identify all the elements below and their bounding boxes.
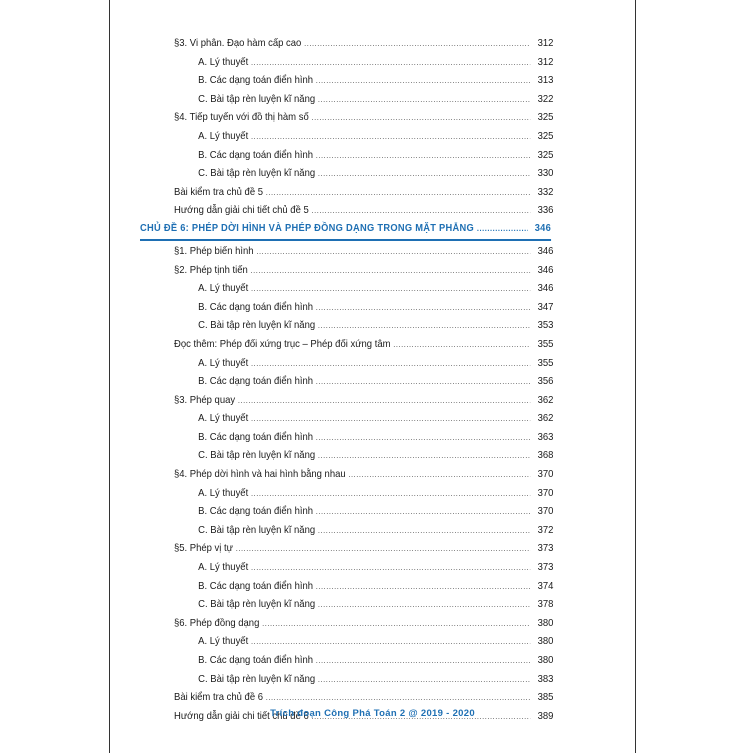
toc-entry-title: Đọc thêm: Phép đối xứng trục – Phép đối xứng tâm bbox=[174, 338, 391, 350]
toc-entry-title: C. Bài tập rèn luyện kĩ năng bbox=[198, 524, 316, 536]
toc-entry-title: §3. Phép quay bbox=[174, 394, 236, 406]
toc-entry bbox=[174, 128, 553, 147]
toc-entry bbox=[174, 280, 553, 299]
toc-entry-page-number: 378 bbox=[537, 599, 554, 611]
toc-entry bbox=[174, 317, 553, 336]
dot-leader bbox=[316, 299, 530, 318]
toc-entry-title: B. Các dạng toán điển hình bbox=[198, 655, 314, 666]
dot-leader bbox=[266, 184, 530, 203]
toc-entry-title: B. Các dạng toán điển hình bbox=[198, 580, 314, 592]
toc-entry-title: §6. Phép đồng dạng bbox=[174, 617, 260, 629]
dot-leader bbox=[318, 91, 530, 110]
toc-entry-page-number: 347 bbox=[537, 301, 554, 313]
toc-entry-title: A. Lý thuyết bbox=[198, 413, 249, 425]
toc-entry-title: A. Lý thuyết bbox=[198, 130, 249, 142]
toc-entry-page-number: 325 bbox=[537, 130, 554, 142]
toc-entry-title: B. Các dạng toán điển hình bbox=[198, 301, 314, 313]
dot-leader bbox=[251, 633, 530, 652]
dot-leader bbox=[312, 202, 531, 221]
dot-leader bbox=[316, 578, 530, 597]
toc-entry bbox=[174, 485, 553, 504]
toc-entry-title: B. Các dạng toán điển hình bbox=[198, 376, 314, 388]
toc-entry bbox=[174, 202, 553, 221]
toc-entry-page-number: 322 bbox=[537, 93, 554, 105]
toc-entry-title: C. Bài tập rèn luyện kĩ năng bbox=[198, 599, 316, 611]
toc-entry-page-number: 380 bbox=[537, 617, 554, 629]
toc-entry-title: §4. Tiếp tuyến với đồ thị hàm số bbox=[174, 112, 309, 124]
dot-leader bbox=[251, 485, 530, 504]
toc-entry bbox=[174, 410, 553, 429]
toc-entry-page-number: 380 bbox=[537, 636, 554, 648]
dot-leader bbox=[262, 615, 530, 634]
dot-leader bbox=[316, 373, 530, 392]
dot-leader bbox=[251, 128, 530, 147]
toc-entry-page-number: 356 bbox=[537, 376, 554, 388]
dot-leader bbox=[318, 671, 530, 690]
toc-entry-title: Bài kiểm tra chủ đề 6 bbox=[174, 692, 264, 704]
dot-leader bbox=[318, 522, 530, 541]
toc-entry-title: §3. Vi phân. Đạo hàm cấp cao bbox=[174, 38, 302, 49]
toc-entry-page-number: 370 bbox=[537, 506, 554, 518]
toc-entry-title: CHỦ ĐỀ 6: PHÉP DỜI HÌNH VÀ PHÉP ĐỒNG DẠNG TRONG MẶT PHẲNG bbox=[140, 222, 475, 234]
dot-leader bbox=[316, 652, 530, 671]
toc-entry-page-number: 372 bbox=[537, 524, 554, 536]
toc-entry bbox=[174, 689, 553, 708]
dot-leader bbox=[318, 317, 530, 336]
book-page bbox=[109, 0, 636, 753]
toc-entry-page-number: 353 bbox=[537, 320, 554, 332]
toc-entry-page-number: 362 bbox=[537, 413, 554, 425]
toc-entry-page-number: 332 bbox=[537, 186, 554, 198]
toc-entry-title: B. Các dạng toán điển hình bbox=[198, 506, 314, 518]
dot-leader bbox=[318, 596, 530, 615]
page-footer: Trích đoạn Công Phá Toán 2 @ 2019 - 2020 bbox=[270, 708, 475, 719]
toc-entry-title: Bài kiểm tra chủ đề 5 bbox=[174, 186, 264, 198]
toc-entry-page-number: 370 bbox=[537, 487, 554, 499]
toc-entry bbox=[174, 355, 553, 374]
toc-entry-page-number: 346 bbox=[537, 264, 554, 276]
dot-leader bbox=[318, 447, 530, 466]
dot-leader bbox=[251, 559, 530, 578]
toc-entry-page-number: 346 bbox=[537, 283, 554, 295]
toc-entry-title: §2. Phép tịnh tiến bbox=[174, 264, 248, 276]
toc-entry bbox=[174, 392, 553, 411]
toc-entry bbox=[174, 165, 553, 184]
toc-entry bbox=[174, 91, 553, 110]
toc-entry bbox=[174, 578, 553, 597]
toc-entry-page-number: 383 bbox=[537, 673, 554, 685]
toc-entry-title: C. Bài tập rèn luyện kĩ năng bbox=[198, 673, 316, 685]
toc-entry bbox=[174, 243, 553, 262]
toc-entry-page-number: 312 bbox=[537, 38, 554, 49]
toc-entry-page-number: 313 bbox=[537, 75, 554, 87]
toc-entry-page-number: 336 bbox=[537, 205, 554, 217]
toc-entry-page-number: 389 bbox=[537, 710, 554, 722]
toc-entry bbox=[174, 671, 553, 690]
toc-entry-page-number: 362 bbox=[537, 394, 554, 406]
toc-entry-page-number: 385 bbox=[537, 692, 554, 704]
toc-entry-page-number: 346 bbox=[537, 245, 554, 257]
toc-entry-title: A. Lý thuyết bbox=[198, 487, 249, 499]
toc-entry-page-number: 330 bbox=[537, 168, 554, 180]
toc-entry bbox=[174, 615, 553, 634]
toc-entry bbox=[174, 336, 553, 355]
toc-entry-page-number: 312 bbox=[537, 56, 554, 68]
toc-entry-page-number: 373 bbox=[537, 543, 554, 555]
dot-leader bbox=[251, 280, 530, 299]
toc-entry-page-number: 380 bbox=[537, 655, 554, 666]
toc-chapter-heading bbox=[140, 221, 551, 241]
toc-entry bbox=[174, 540, 553, 559]
toc-entry bbox=[174, 147, 553, 166]
toc-entry bbox=[174, 35, 553, 54]
dot-leader bbox=[304, 35, 530, 54]
toc-entry-title: C. Bài tập rèn luyện kĩ năng bbox=[198, 450, 316, 462]
toc-entry-page-number: 346 bbox=[534, 222, 552, 234]
toc-entry bbox=[174, 299, 553, 318]
toc-entry-title: §4. Phép dời hình và hai hình bằng nhau bbox=[174, 469, 346, 481]
toc-entry-title: A. Lý thuyết bbox=[198, 283, 249, 295]
dot-leader bbox=[266, 689, 530, 708]
toc-entry-page-number: 325 bbox=[537, 112, 554, 124]
toc-entry-title: A. Lý thuyết bbox=[198, 562, 249, 574]
toc-entry bbox=[174, 503, 553, 522]
toc-entry bbox=[174, 447, 553, 466]
toc-entry bbox=[174, 429, 553, 448]
dot-leader bbox=[251, 262, 531, 281]
toc-entry-title: §5. Phép vị tự bbox=[174, 543, 234, 555]
toc-entry-title: B. Các dạng toán điển hình bbox=[198, 75, 314, 87]
dot-leader bbox=[393, 336, 530, 355]
toc-entry bbox=[174, 559, 553, 578]
toc-entry-title: C. Bài tập rèn luyện kĩ năng bbox=[198, 320, 316, 332]
dot-leader bbox=[251, 410, 530, 429]
toc-entry bbox=[174, 262, 553, 281]
toc-entry bbox=[174, 522, 553, 541]
toc-entry bbox=[174, 652, 553, 671]
toc-entry-title: B. Các dạng toán điển hình bbox=[198, 431, 314, 443]
toc-entry-page-number: 363 bbox=[537, 431, 554, 443]
dot-leader bbox=[238, 392, 530, 411]
toc-entry-title: §1. Phép biến hình bbox=[174, 245, 254, 257]
toc-entry bbox=[174, 466, 553, 485]
dot-leader bbox=[316, 429, 530, 448]
toc-entry-page-number: 374 bbox=[537, 580, 554, 592]
toc-entry-title: Hướng dẫn giải chi tiết chủ đề 6 bbox=[174, 710, 309, 722]
toc-entry-page-number: 373 bbox=[537, 562, 554, 574]
toc-entry-page-number: 355 bbox=[537, 338, 554, 350]
toc-entry-page-number: 325 bbox=[537, 149, 554, 161]
dot-leader bbox=[316, 72, 530, 91]
toc-entry-title: Hướng dẫn giải chi tiết chủ đề 5 bbox=[174, 205, 309, 217]
toc-entry-title: A. Lý thuyết bbox=[198, 357, 249, 369]
dot-leader bbox=[236, 540, 530, 559]
toc-entry bbox=[174, 633, 553, 652]
toc-entry bbox=[174, 72, 553, 91]
toc-entry-title: C. Bài tập rèn luyện kĩ năng bbox=[198, 168, 316, 180]
toc-entry-title: A. Lý thuyết bbox=[198, 56, 249, 68]
toc-entry bbox=[174, 54, 553, 73]
dot-leader bbox=[251, 54, 530, 73]
dot-leader bbox=[318, 165, 530, 184]
dot-leader bbox=[251, 355, 530, 374]
table-of-contents bbox=[140, 35, 582, 726]
dot-leader bbox=[312, 109, 531, 128]
toc-entry-page-number: 368 bbox=[537, 450, 554, 462]
dot-leader bbox=[256, 243, 530, 262]
toc-entry-title: A. Lý thuyết bbox=[198, 636, 249, 648]
dot-leader bbox=[348, 466, 530, 485]
dot-leader bbox=[316, 147, 530, 166]
toc-entry-page-number: 355 bbox=[537, 357, 554, 369]
toc-entry bbox=[174, 596, 553, 615]
toc-entry bbox=[174, 373, 553, 392]
toc-entry-title: C. Bài tập rèn luyện kĩ năng bbox=[198, 93, 316, 105]
toc-entry bbox=[174, 184, 553, 203]
toc-entry-title: B. Các dạng toán điển hình bbox=[198, 149, 314, 161]
dot-leader bbox=[316, 503, 530, 522]
dot-leader bbox=[477, 221, 528, 237]
toc-entry-page-number: 370 bbox=[537, 469, 554, 481]
toc-entry bbox=[174, 109, 553, 128]
